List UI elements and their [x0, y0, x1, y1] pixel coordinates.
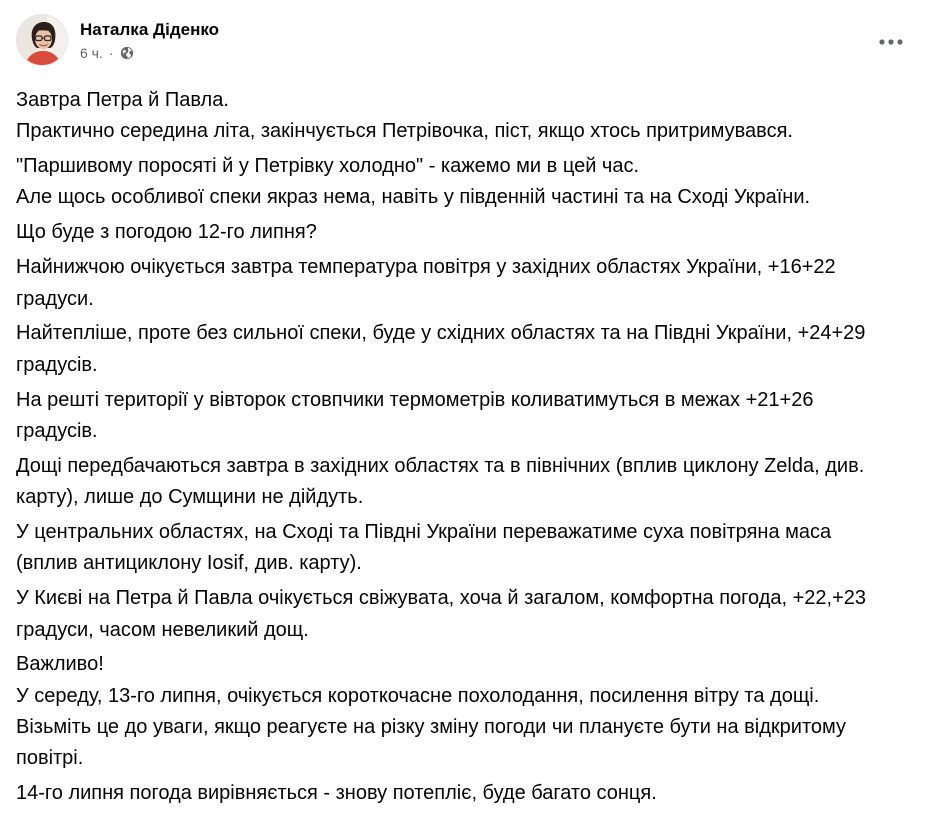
- globe-icon[interactable]: [120, 46, 134, 60]
- post-paragraph: Що буде з погодою 12-го липня?: [16, 221, 317, 244]
- post-paragraph: У Києві на Петра й Павла очікується свіжувата, хоча й загалом, комфортна погода, +22,+23 градуси, часом невеликий дощ.: [16, 587, 867, 641]
- post-paragraph: "Паршивому поросяті й у Петрівку холодно" - кажемо ми в цей час. Але щось особливої спеки якраз нема, навіть у південній частині та на Сході України.: [16, 155, 811, 209]
- author-name[interactable]: Наталка Діденко: [80, 20, 220, 39]
- post-paragraph: Завтра Петра й Павла. Практично середина літа, закінчується Петрівочка, піст, якщо хтось притримувався.: [16, 89, 793, 143]
- post-paragraph: Найтепліше, проте без сильної спеки, буде у східних областях та на Півдні України, +24+29 градусів.: [16, 322, 866, 376]
- post-paragraph: На решті території у вівторок стовпчики термометрів коливатимуться в межах +21+26 градусів.: [16, 388, 814, 442]
- post-meta: [80, 45, 134, 61]
- avatar[interactable]: [16, 14, 68, 66]
- meta-separator: ·: [108, 45, 114, 61]
- post-text: [16, 85, 896, 813]
- post-paragraph: 14-го липня погода вирівняється - знову потепліє, буде багато сонця.: [16, 782, 657, 805]
- more-options-button[interactable]: [873, 24, 909, 60]
- post-paragraph: У центральних областях, на Сході та Півдні України переважатиме суха повітряна маса (вплив антициклону Iosif, див. карту).: [16, 521, 832, 575]
- avatar-image: [17, 15, 68, 66]
- post-paragraph: Найнижчою очікується завтра температура повітря у західних областях України, +16+22 градуси.: [16, 256, 836, 310]
- more-horizontal-icon: [878, 38, 904, 46]
- post-time[interactable]: 6 ч.: [80, 45, 103, 61]
- post-paragraph: Дощі передбачаються завтра в західних областях та в північних (вплив циклону Zelda, див. карту), лише до Сумщини не дійдуть.: [16, 454, 865, 509]
- post-paragraph: Важливо! У середу, 13-го липня, очікується короткочасне похолодання, посилення вітру та дощі. Візьміть це до уваги, якщо реагуєте на різку зміну погоди чи плануєте бути на відкритому повітрі.: [16, 653, 846, 770]
- post-header: [16, 14, 911, 66]
